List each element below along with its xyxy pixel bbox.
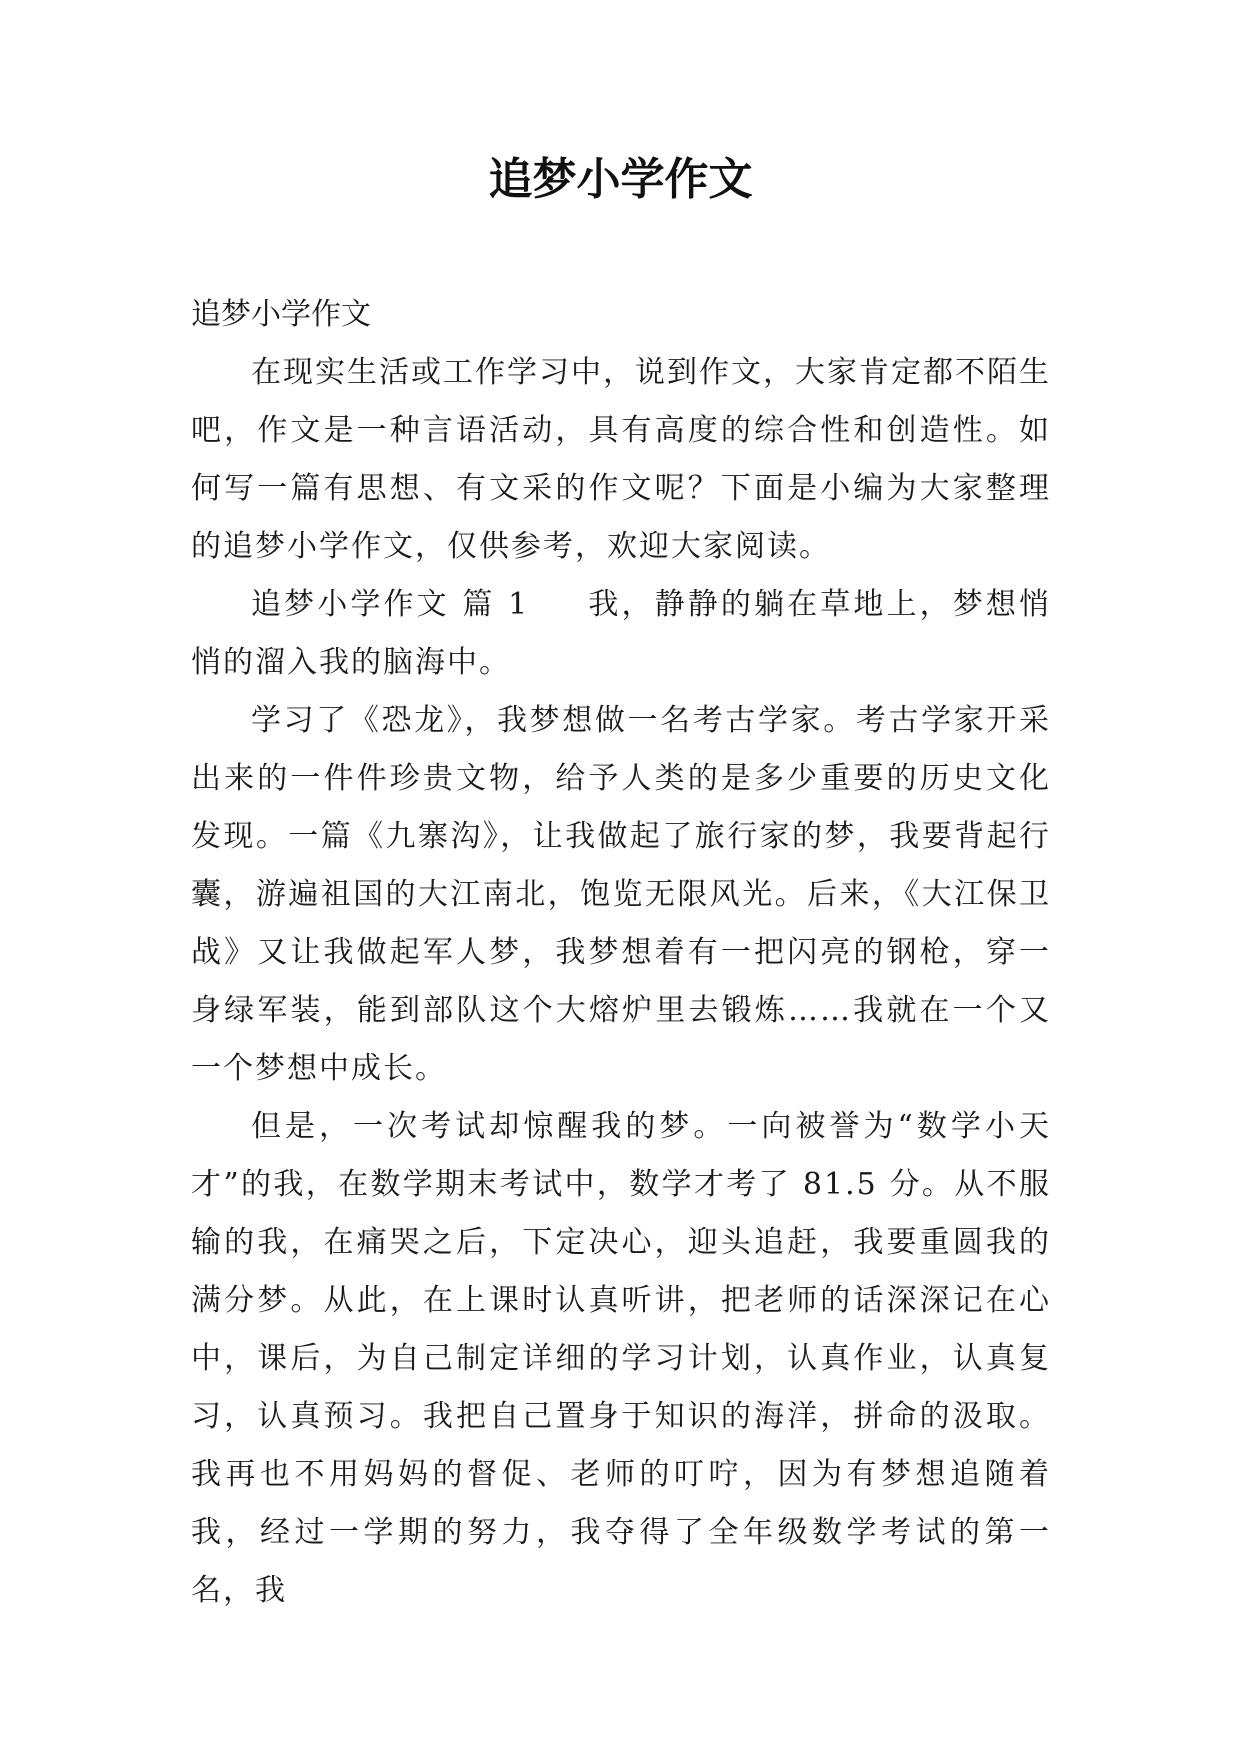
document-subtitle: 追梦小学作文 [191,297,371,332]
paragraph-section-1 [191,576,1051,692]
paragraph-dreams: 学习了《恐龙》，我梦想做一名考古学家。考古学家开采出来的一件件珍贵文物，给予人类的是多少重要的历史文化发现。一篇《九寨沟》，让我做起了旅行家的梦，我要背起行囊，游遍祖国的大江南北，饱览无限风光。后来，《大江保卫战》又让我做起军人梦，我梦想着有一把闪亮的钢枪，穿一身绿军装，能到部队这个大熔炉里去锻炼……我就在一个又一个梦想中成长。 [191,703,1051,1086]
section-heading: 追梦小学作文 篇 1 [251,587,530,622]
document-body [191,286,1051,1620]
document-title: 追梦小学作文 [488,154,753,205]
paragraph-exam: 但是，一次考试却惊醒我的梦。一向被誉为“数学小天才”的我，在数学期末考试中，数学才考了 81.5 分。从不服输的我，在痛哭之后，下定决心，迎头追赶，我要重圆我的满分梦。从此，在上课时认真听讲，把老师的话深深记在心中，课后，为自己制定详细的学习计划，认真作业，认真复习，认真预习。我把自己置身于知识的海洋，拼命的汲取。我再也不用妈妈的督促、老师的叮咛，因为有梦想追随着我，经过一学期的努力，我夺得了全年级数学考试的第一名，我 [191,1109,1051,1608]
section-1-opening: 我，静静的躺在草地上，梦想悄悄的溜入我的脑海中。 [191,587,1051,680]
paragraph-intro: 在现实生活或工作学习中，说到作文，大家肯定都不陌生吧，作文是一种言语活动，具有高度的综合性和创造性。如何写一篇有思想、有文采的作文呢？下面是小编为大家整理的追梦小学作文，仅供参考，欢迎大家阅读。 [191,355,1051,564]
